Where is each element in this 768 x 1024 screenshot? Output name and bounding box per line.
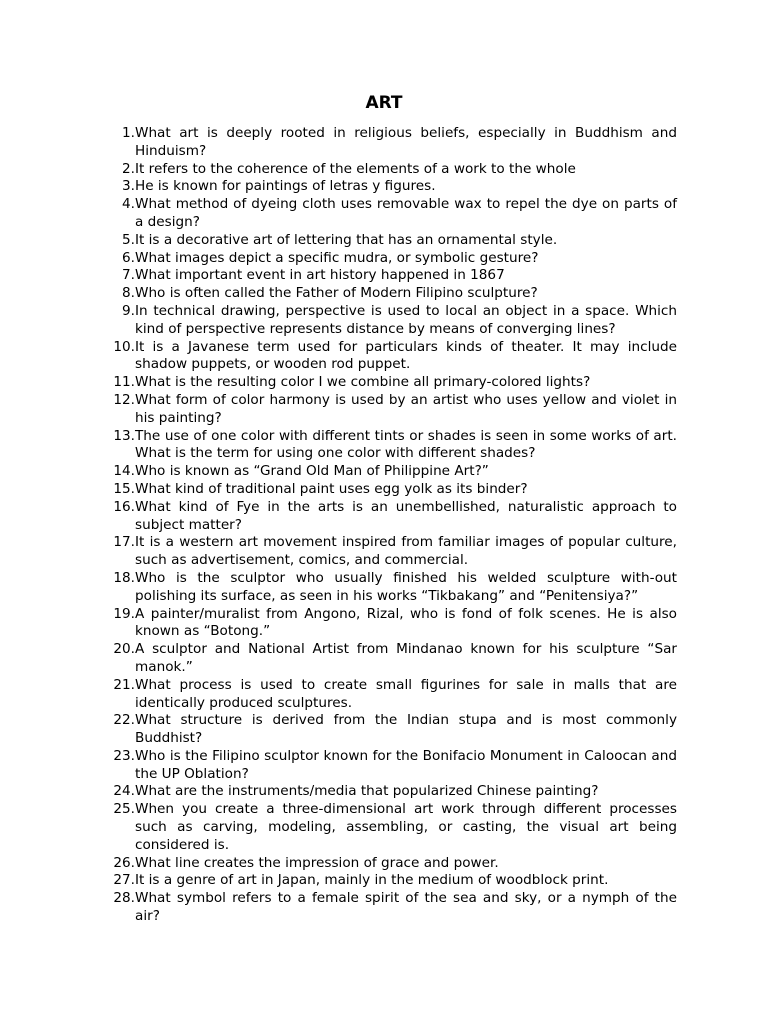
question-text: Who is the sculptor who usually finished his welded sculpture with-out polishing its surface, as seen in his works “Tikbakang” and “Penitensiya?” <box>135 569 677 604</box>
question-number: 23. <box>113 747 135 764</box>
question-item <box>110 570 677 606</box>
question-text: The use of one color with different tints or shades is seen in some works of art. What is the term for using one color with different shades? <box>135 427 677 462</box>
question-text: When you create a three-dimensional art work through different processes such as carving, modeling, assembling, or casting, the visual art being considered is. <box>135 801 677 853</box>
question-text: What are the instruments/media that popularized Chinese painting? <box>135 783 599 800</box>
question-item <box>110 267 677 285</box>
question-item <box>110 232 677 250</box>
question-text: It is a Javanese term used for particulars kinds of theater. It may include shadow puppets, or wooden rod puppet. <box>135 338 677 373</box>
question-number: 10. <box>113 338 135 355</box>
question-item <box>110 801 677 854</box>
question-text: In technical drawing, perspective is used to local an object in a space. Which kind of perspective represents distance by means of converging lines? <box>135 302 677 337</box>
question-text: A painter/muralist from Angono, Rizal, who is fond of folk scenes. He is also known as “Botong.” <box>135 605 677 640</box>
question-number: 26. <box>113 854 135 871</box>
question-number: 9. <box>122 302 135 319</box>
question-item <box>110 641 677 677</box>
question-number: 27. <box>113 872 135 889</box>
question-number: 17. <box>113 534 135 551</box>
question-item <box>110 677 677 713</box>
question-item <box>110 339 677 375</box>
question-item <box>110 428 677 464</box>
question-list <box>110 125 677 926</box>
question-number: 19. <box>113 605 135 622</box>
question-item <box>110 285 677 303</box>
question-item <box>110 534 677 570</box>
question-text: What form of color harmony is used by an artist who uses yellow and violet in his painting? <box>135 391 677 426</box>
question-number: 22. <box>113 712 135 729</box>
question-text: What art is deeply rooted in religious beliefs, especially in Buddhism and Hinduism? <box>135 125 677 159</box>
question-item <box>110 499 677 535</box>
question-number: 3. <box>122 178 135 195</box>
question-text: What process is used to create small figurines for sale in malls that are identically produced sculptures. <box>135 676 677 711</box>
question-number: 18. <box>113 569 135 586</box>
question-text: He is known for paintings of letras y figures. <box>135 178 436 195</box>
question-number: 5. <box>122 231 135 248</box>
question-text: Who is the Filipino sculptor known for the Bonifacio Monument in Caloocan and the UP Oblation? <box>135 747 677 782</box>
question-item <box>110 374 677 392</box>
question-item <box>110 783 677 801</box>
question-item <box>110 872 677 890</box>
question-number: 4. <box>122 196 135 213</box>
question-number: 6. <box>122 249 135 266</box>
question-number: 28. <box>113 890 135 907</box>
question-text: A sculptor and National Artist from Mindanao known for his sculpture “Sar manok.” <box>135 641 677 675</box>
question-item <box>110 606 677 642</box>
question-number: 24. <box>113 783 135 800</box>
question-item <box>110 748 677 784</box>
question-text: What is the resulting color I we combine all primary-colored lights? <box>135 374 591 391</box>
question-text: Who is often called the Father of Modern Filipino sculpture? <box>135 285 538 302</box>
question-text: What images depict a specific mudra, or symbolic gesture? <box>135 249 539 266</box>
question-number: 7. <box>122 267 135 284</box>
question-item <box>110 250 677 268</box>
question-number: 12. <box>113 391 135 408</box>
question-text: What line creates the impression of grace and power. <box>135 854 499 871</box>
question-text: What kind of traditional paint uses egg yolk as its binder? <box>135 480 528 497</box>
question-number: 2. <box>122 160 135 177</box>
question-text: What important event in art history happened in 1867 <box>135 267 505 284</box>
question-text: What method of dyeing cloth uses removable wax to repel the dye on parts of a design? <box>135 196 677 230</box>
question-number: 13. <box>113 427 135 444</box>
question-number: 20. <box>113 641 135 658</box>
question-number: 8. <box>122 285 135 302</box>
question-item <box>110 890 677 926</box>
document-title: ART <box>365 93 403 113</box>
question-text: It is a western art movement inspired from familiar images of popular culture, such as advertisement, comics, and commercial. <box>135 534 677 569</box>
question-number: 14. <box>113 463 135 480</box>
question-text: It is a genre of art in Japan, mainly in the medium of woodblock print. <box>135 872 609 889</box>
question-item <box>110 178 677 196</box>
question-text: Who is known as “Grand Old Man of Philippine Art?” <box>135 463 489 480</box>
question-text: What symbol refers to a female spirit of the sea and sky, or a nymph of the air? <box>135 890 677 925</box>
question-number: 21. <box>113 676 135 693</box>
question-item <box>110 463 677 481</box>
question-item <box>110 161 677 179</box>
question-item <box>110 392 677 428</box>
question-text: It is a decorative art of lettering that has an ornamental style. <box>135 231 558 248</box>
question-item <box>110 855 677 873</box>
question-item <box>110 125 677 161</box>
question-number: 16. <box>113 498 135 515</box>
question-number: 15. <box>113 480 135 497</box>
question-item <box>110 303 677 339</box>
question-number: 1. <box>122 125 135 141</box>
question-text: What structure is derived from the Indian stupa and is most commonly Buddhist? <box>135 712 677 747</box>
question-item <box>110 712 677 748</box>
question-text: What kind of Fye in the arts is an unembellished, naturalistic approach to subject matter? <box>135 498 677 533</box>
question-number: 25. <box>113 801 135 818</box>
question-item <box>110 481 677 499</box>
question-number: 11. <box>113 374 135 391</box>
question-item <box>110 196 677 232</box>
question-text: It refers to the coherence of the elements of a work to the whole <box>135 160 576 177</box>
